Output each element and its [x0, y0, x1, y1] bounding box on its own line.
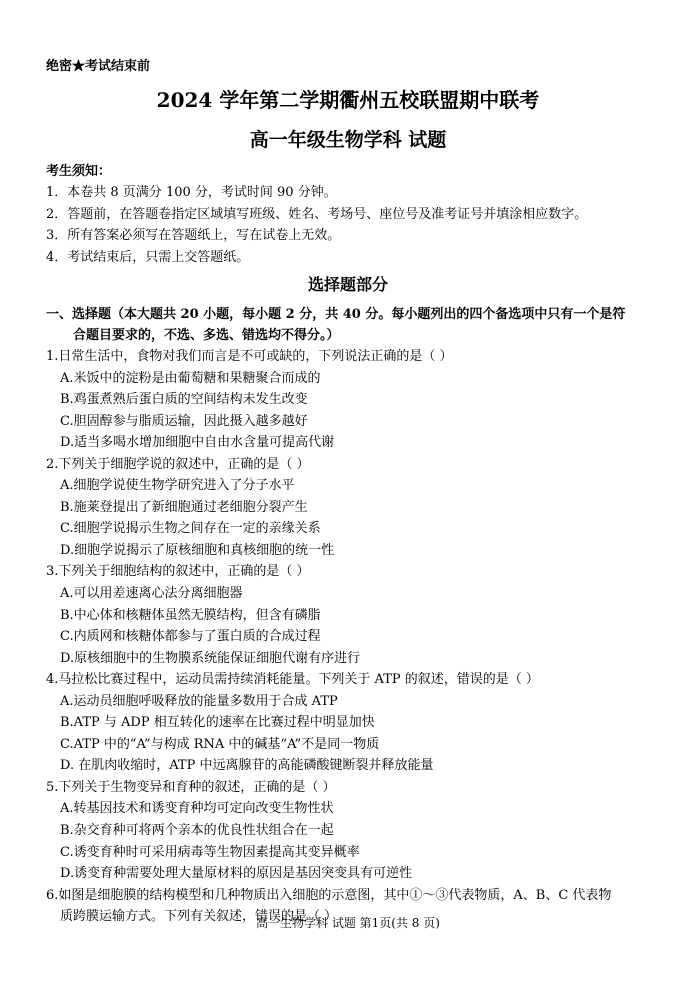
question-stem: 5.下列关于生物变异和育种的叙述，正确的是（ ） [46, 779, 336, 795]
answer-option: B.施莱登提出了新细胞通过老细胞分裂产生 [60, 499, 308, 515]
notice-item: 4．考试结束后，只需上交答题纸。 [46, 249, 250, 265]
answer-option: D.诱变育种需要处理大量原材料的原因是基因突变具有可逆性 [60, 866, 413, 882]
answer-option: A.可以用差速离心法分离细胞器 [60, 586, 243, 602]
question-stem: 6.如图是细胞膜的结构模型和几种物质出入细胞的示意图，其中①～③代表物质，A、B、C 代表物 [46, 887, 612, 903]
subject-title: 高一年级生物学科 试题 [249, 129, 447, 151]
notice-heading: 考生须知： [46, 164, 112, 179]
question-5 [46, 777, 658, 885]
page-footer: 高一生物学科 试题 第1页(共 8 页) [256, 916, 440, 930]
confidential-mark: 绝密★考试结束前 [46, 59, 151, 74]
question-1 [46, 346, 658, 454]
answer-option: B.ATP 与 ADP 相互转化的速率在比赛过程中明显加快 [60, 715, 375, 731]
exam-title: 2024 学年第二学期衢州五校联盟期中联考 [156, 88, 540, 112]
part-instructions [46, 304, 658, 346]
question-stem: 3.下列关于细胞结构的叙述中，正确的是（ ） [46, 564, 310, 580]
question-stem: 1.日常生活中，食物对我们而言是不可或缺的，下列说法正确的是（ ） [46, 349, 453, 364]
question-stem: 2.下列关于细胞学说的叙述中，正确的是（ ） [46, 456, 310, 472]
question-list [46, 346, 658, 928]
answer-option: B.中心体和核糖体虽然无膜结构，但含有磷脂 [60, 607, 321, 623]
question-3 [46, 561, 658, 669]
notice-item: 2．答题前，在答题卷指定区域填写班级、姓名、考场号、座位号及准考证号并填涂相应数字。 [46, 206, 588, 222]
section-heading: 选择题部分 [307, 275, 388, 294]
answer-option: C.内质网和核糖体都参与了蛋白质的合成过程 [60, 629, 321, 645]
question-stem-continuation: 质跨膜运输方式。下列有关叙述，错误的是（ ） [60, 909, 338, 925]
answer-option: D.适当多喝水增加细胞中自由水含量可提高代谢 [60, 435, 335, 451]
notice-list [46, 182, 666, 268]
question-4 [46, 669, 658, 777]
part-instructions-line: 一、选择题（本大题共 20 小题，每小题 2 分，共 40 分。每小题列出的四个备选项中只有一个是符 [46, 307, 626, 322]
answer-option: A.转基因技术和诱变育种均可定向改变生物性状 [60, 801, 334, 817]
answer-option: D. 在肌肉收缩时，ATP 中远离腺苷的高能磷酸键断裂并释放能量 [60, 758, 434, 774]
answer-option: A.运动员细胞呼吸释放的能量多数用于合成 ATP [60, 693, 338, 709]
answer-option: C.ATP 中的“A”与构成 RNA 中的碱基“A”不是同一物质 [60, 736, 380, 752]
answer-option: B.鸡蛋煮熟后蛋白质的空间结构未发生改变 [60, 392, 308, 408]
notice-item: 3．所有答案必须写在答题纸上，写在试卷上无效。 [46, 228, 341, 243]
answer-option: C.胆固醇参与脂质运输，因此摄入越多越好 [60, 413, 308, 429]
answer-option: D.细胞学说揭示了原核细胞和真核细胞的统一性 [60, 542, 335, 558]
answer-option: A.细胞学说使生物学研究进入了分子水平 [60, 478, 295, 494]
question-stem: 4.马拉松比赛过程中，运动员需持续消耗能量。下列关于 ATP 的叙述，错误的是（ ） [46, 672, 539, 688]
answer-option: A.米饭中的淀粉是由葡萄糖和果糖聚合而成的 [60, 370, 321, 386]
answer-option: C.诱变育种时可采用病毒等生物因素提高其变异概率 [60, 844, 360, 860]
notice-item: 1．本卷共 8 页满分 100 分，考试时间 90 分钟。 [46, 185, 337, 200]
question-2 [46, 454, 658, 562]
answer-option: C.细胞学说揭示生物之间存在一定的亲缘关系 [60, 521, 321, 537]
answer-option: D.原核细胞中的生物膜系统能保证细胞代谢有序进行 [60, 650, 361, 666]
answer-option: B.杂交育种可将两个亲本的优良性状组合在一起 [60, 823, 334, 839]
part-instructions-line: 合题目要求的，不选、多选、错选均不得分。） [73, 328, 340, 343]
